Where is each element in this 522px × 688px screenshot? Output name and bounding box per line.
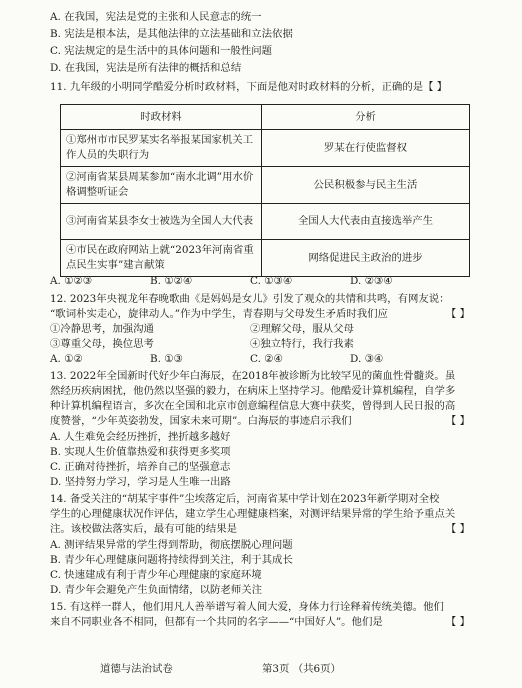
table-row: [61, 204, 470, 240]
footer-subject: 道德与法治试卷: [100, 663, 173, 675]
q15-stem-line1: 15. 有这样一群人，他们用凡人善举谱写着人间大爱，身体力行诠释着传统美德。他们: [50, 601, 444, 613]
q12-choice-4: ④独立特行，我行我素: [250, 338, 354, 350]
q13-stem-line1: 13. 2022年全国新时代好少年白海辰，在2018年被诊断为比较罕见的菌血性骨髓炎。虽: [50, 370, 456, 382]
table-cell-material: ③河南省某县李女士被选为全国人大代表: [61, 204, 262, 240]
q11-options: [50, 274, 470, 288]
q13-stem-text: 度赞誉，“少年英姿勃发，国家未来可期”。白海辰的事迹启示我们: [50, 415, 352, 427]
table-cell-analysis: 罗某在行使监督权: [262, 130, 470, 167]
q12-stem-line1: 12. 2023年央视龙年春晚歌曲《是妈妈是女儿》引发了观众的共情和共鸣，有网友说：: [50, 293, 450, 305]
table-row: [61, 130, 470, 167]
q15-stem-line2: [50, 615, 500, 629]
q12-choices-row1: [50, 322, 470, 336]
q15-stem-text: 来自不同职业各不相同，但都有一个共同的名字——“中国好人”。他们是: [50, 616, 383, 628]
q14-stem-text: 注。该校做法落实后，最有可能的结果是: [50, 523, 238, 535]
table-cell-material: ②河南省某县周某参加“南水北调”用水价格调整听证会: [61, 167, 262, 204]
q14-stem-line3: [50, 522, 500, 536]
q12-option-b: B. ①③: [150, 353, 183, 365]
q10-option-a: A. 在我国，宪法是党的主张和人民意志的统一: [50, 11, 262, 23]
q11-material-table: [60, 104, 470, 277]
q13-stem-line3: 种计算机编程语言，多次在全国和北京市创意编程信息大赛中获奖，曾得到人民日报的高: [50, 400, 456, 412]
q12-option-c: C. ②④: [250, 353, 283, 365]
table-cell-material: ①郑州市市民罗某实名举报某国家机关工作人员的失职行为: [61, 130, 262, 167]
q14-stem-line1: 14. 备受关注的“胡某宇事件”尘埃落定后，河南省某中学计划在2023年新学期对全校: [50, 493, 440, 505]
q12-stem-line2: [50, 307, 500, 321]
q12-answer-bracket: 【 】: [445, 308, 470, 320]
table-row: [61, 240, 470, 277]
q13-answer-bracket: 【 】: [445, 415, 470, 427]
q12-option-d: D. ③④: [350, 353, 384, 365]
q12-choice-3: ③尊重父母，换位思考: [50, 338, 154, 350]
q11-option-b: B. ①②④: [150, 275, 193, 287]
q11-option-d: D. ②③④: [350, 275, 393, 287]
table-cell-analysis: 公民积极参与民主生活: [262, 167, 470, 204]
table-cell-analysis: 网络促进民主政治的进步: [262, 240, 470, 277]
q12-choice-1: ①冷静思考，加强沟通: [50, 323, 154, 335]
table-cell-material: ④市民在政府网站上就“2023年河南省重点民生实事”建言献策: [61, 240, 262, 277]
table-cell-analysis: 全国人大代表由直接选举产生: [262, 204, 470, 240]
table-header-analysis: 分析: [262, 105, 470, 130]
table-row: [61, 167, 470, 204]
q12-stem-text: “歌词朴实走心，旋律动人。”作为中学生，青春期与父母发生矛盾时我们应: [50, 308, 388, 320]
q11-option-a: A. ①②③: [50, 275, 93, 287]
q14-option-a: A. 测评结果异常的学生得到帮助，彻底摆脱心理问题: [50, 539, 293, 551]
q13-option-c: C. 正确对待挫折，培养自己的坚强意志: [50, 461, 231, 473]
q14-stem-line2: 学生的心理健康状况作评估，建立学生心理健康档案，对测评结果异常的学生给予重点关: [50, 508, 456, 520]
q12-options: [50, 352, 470, 366]
table-header-material: 时政材料: [61, 105, 262, 130]
q10-option-d: D. 在我国，宪法是所有法律的概括和总结: [50, 62, 242, 74]
q13-option-d: D. 坚持努力学习，学习是人生唯一出路: [50, 476, 231, 488]
q10-option-c: C. 宪法规定的是生活中的具体问题和一般性问题: [50, 45, 272, 57]
q12-choice-2: ②理解父母，服从父母: [250, 323, 354, 335]
q10-option-b: B. 宪法是根本法，是其他法律的立法基础和立法依据: [50, 28, 293, 40]
q13-option-b: B. 实现人生价值靠热爱和获得更多奖项: [50, 446, 231, 458]
q13-stem-line2: 然经历疾病困扰，他仍然以坚强的毅力，在病床上坚持学习。他酷爱计算机编程，自学多: [50, 385, 456, 397]
q14-answer-bracket: 【 】: [445, 523, 470, 535]
q14-option-c: C. 快速建成有利于青少年心理健康的家庭环境: [50, 569, 262, 581]
q11-stem: 11. 九年级的小明同学酷爱分析时政材料，下面是他对时政材料的分析，正确的是【 】: [50, 81, 448, 93]
q15-answer-bracket: 【 】: [445, 616, 470, 628]
q13-stem-line4: [50, 414, 500, 428]
q13-option-a: A. 人生难免会经历挫折，挫折越多越好: [50, 431, 231, 443]
q12-choices-row2: [50, 337, 470, 351]
q11-option-c: C. ①③④: [250, 275, 293, 287]
q14-option-d: D. 青少年会避免产生负面情绪，以防老师关注: [50, 584, 262, 596]
q12-option-a: A. ①②: [50, 353, 83, 365]
footer-page-number: 第3页 （共6页）: [262, 663, 341, 675]
q14-option-b: B. 青少年心理健康问题将持续得到关注，利于其成长: [50, 554, 293, 566]
